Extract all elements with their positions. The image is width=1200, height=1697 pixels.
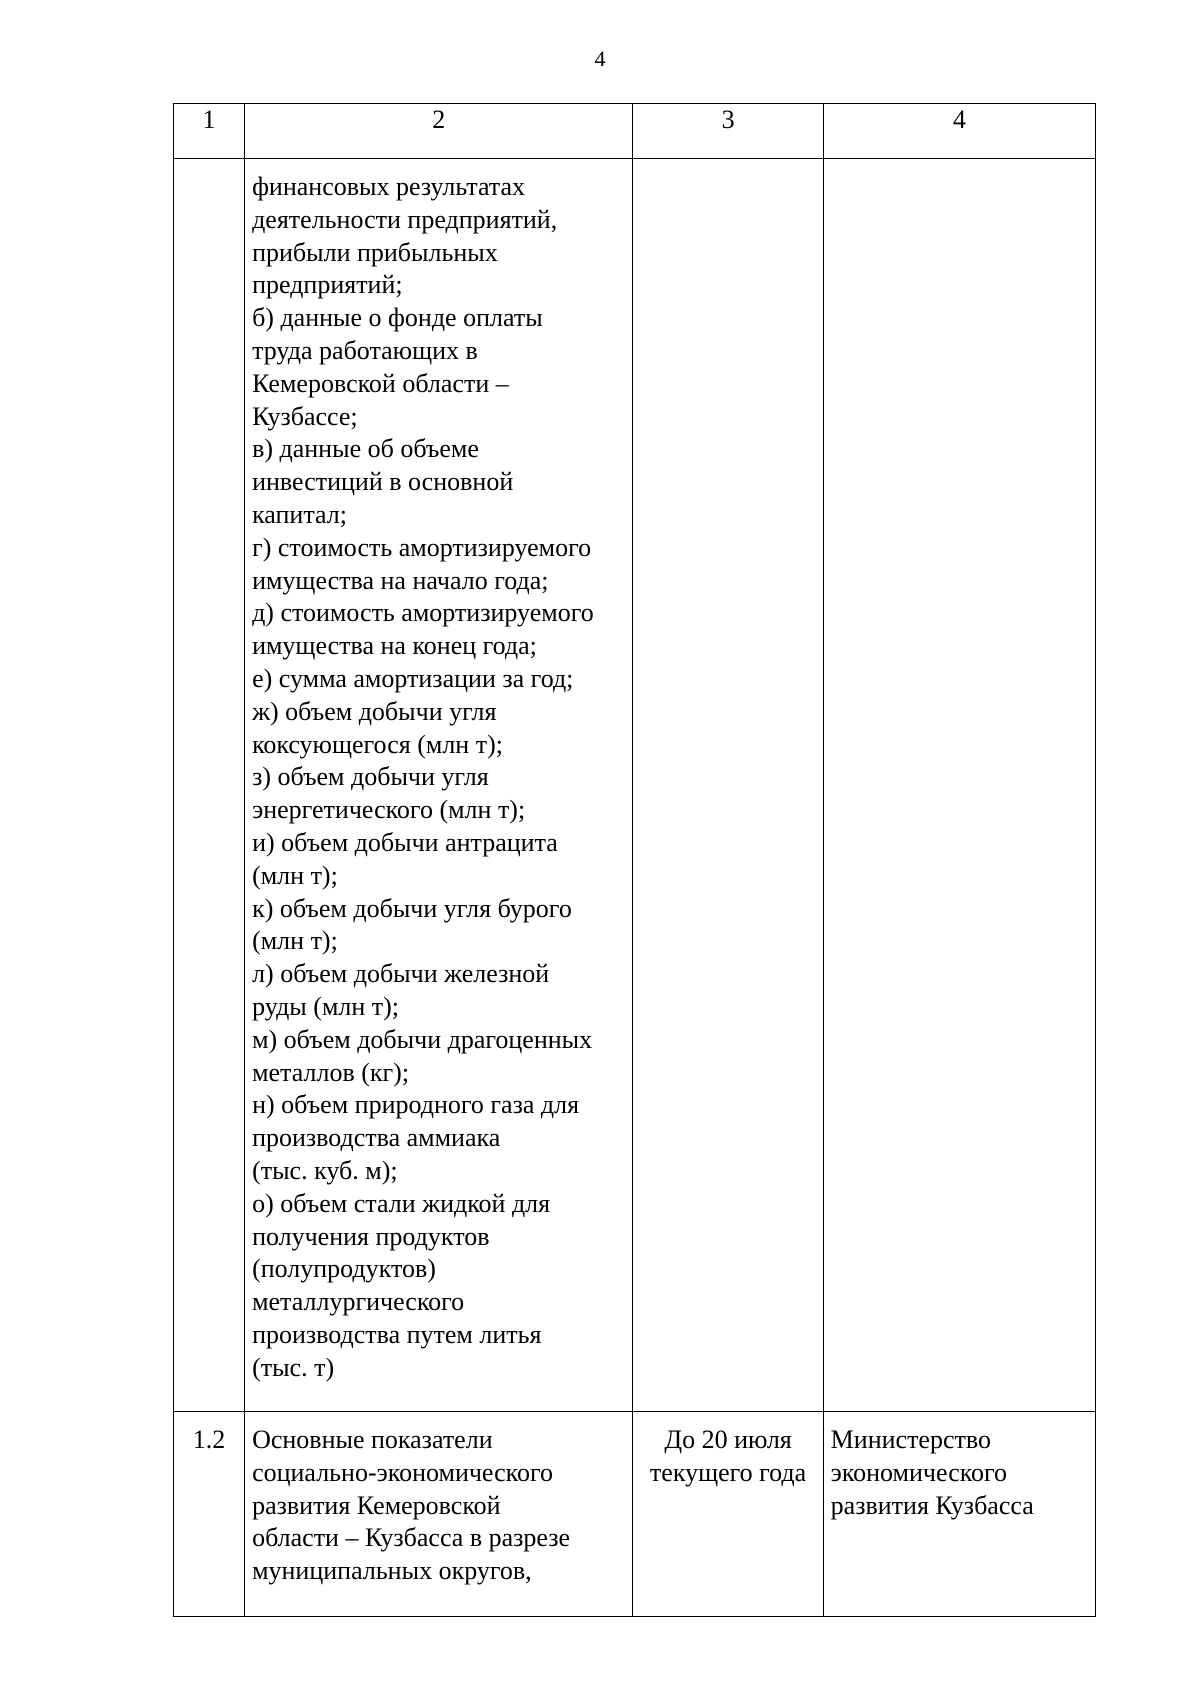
row-number-cell: 1.2	[174, 1412, 245, 1617]
deadline-cell: До 20 июля текущего года	[633, 1412, 823, 1617]
table-row	[174, 159, 1096, 1412]
schedule-table	[173, 103, 1096, 1617]
header-cell-1: 1	[174, 104, 245, 159]
indicator-text-cell: финансовых результатах деятельности предприятий, прибыли прибыльных предприятий; б) данные о фонде оплаты труда работающих в Кемеровской области – Кузбассе; в) данные об объеме инвестиций в основной капитал; г) стоимость амортизируемого имущества на начало года; д) стоимость амортизируемого имущества на конец года; е) сумма амортизации за год; ж) объем добычи угля коксующегося (млн т); з) объем добычи угля энергетического (млн т); и) объем добычи антрацита (млн т); к) объем добычи угля бурого (млн т); л) объем добычи железной руды (млн т); м) объем добычи драгоценных металлов (кг); н) объем природного газа для производства аммиака (тыс. куб. м); о) объем стали жидкой для получения продуктов (полупродуктов) металлургического производства путем литья (тыс. т)	[245, 159, 633, 1412]
header-cell-3: 3	[633, 104, 823, 159]
row-number-cell	[174, 159, 245, 1412]
indicator-text-cell: Основные показатели социально-экономического развития Кемеровской области – Кузбасса в разрезе муниципальных округов,	[245, 1412, 633, 1617]
table-header-row	[174, 104, 1096, 159]
page-number: 4	[594, 46, 606, 71]
responsible-cell: Министерство экономического развития Кузбасса	[823, 1412, 1095, 1617]
table-row	[174, 1412, 1096, 1617]
deadline-cell	[633, 159, 823, 1412]
responsible-cell	[823, 159, 1095, 1412]
header-cell-4: 4	[823, 104, 1095, 159]
header-cell-2: 2	[245, 104, 633, 159]
